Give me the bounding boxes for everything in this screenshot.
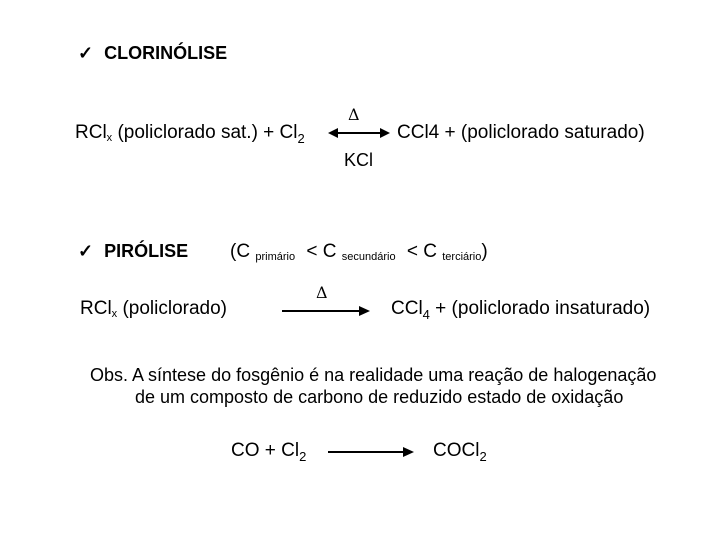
heat-symbol: Δ bbox=[348, 105, 360, 124]
phosgene-product: COCl$_2$ bbox=[433, 440, 487, 464]
check-icon: ✓ bbox=[78, 241, 94, 261]
clorinolise-product: CCl4 + (policlorado saturado) bbox=[397, 122, 645, 143]
check-icon: ✓ bbox=[78, 43, 94, 63]
pirolise-product: CCl$_4$ + (policlorado insaturado) bbox=[391, 298, 651, 322]
carbon-reactivity-order: (C $_{primário}$ < C $_{secundário}$ < C $_{terciário}$) bbox=[230, 241, 488, 263]
kcl-byproduct: KCl bbox=[344, 150, 374, 170]
clorinolise-reactant: RCl$_x$ (policlorado $sat.) + Cl_2$ bbox=[75, 122, 305, 146]
heat-symbol: Δ bbox=[316, 283, 328, 302]
phosgene-reactant: CO + $Cl_2$ bbox=[231, 440, 307, 464]
obs-line-1: Obs. A síntese do fosgênio é na realidade uma reação de halogenação bbox=[90, 365, 657, 385]
pirolise-title: PIRÓLISE bbox=[104, 241, 189, 261]
obs-line-2: de um composto de carbono de reduzido estado de oxidação bbox=[135, 387, 624, 407]
clorinolise-title: CLORINÓLISE bbox=[104, 43, 228, 63]
pirolise-reactant: RCl$_x$ (policlorado) bbox=[80, 298, 227, 320]
